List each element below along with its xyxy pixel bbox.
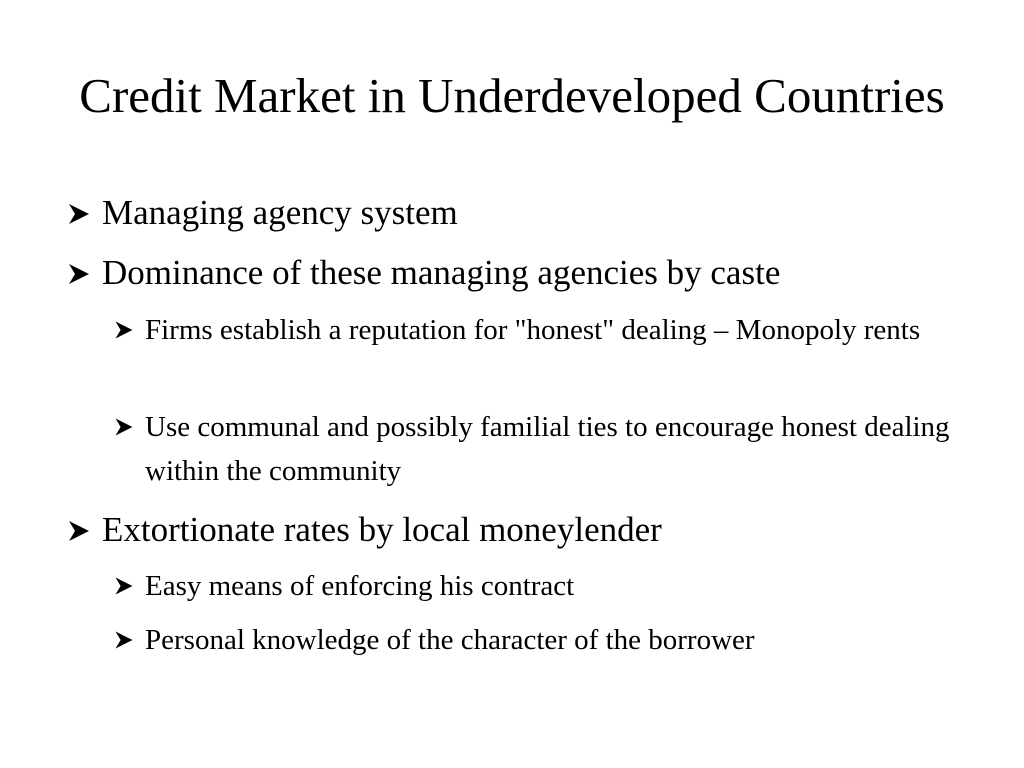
sub-bullet-item: [113, 564, 993, 608]
arrow-bullet-icon: [113, 618, 145, 651]
sub-bullet-item: [113, 405, 993, 493]
bullet-text: Easy means of enforcing his contract: [145, 570, 575, 602]
sub-bullet-item: [113, 618, 993, 662]
arrow-bullet-icon: [113, 564, 145, 597]
bullet-text: Managing agency system: [102, 193, 458, 232]
arrow-bullet-icon: [66, 252, 102, 287]
bullet-item: [66, 509, 662, 551]
bullet-item: [66, 252, 780, 294]
arrow-bullet-icon: [66, 509, 102, 544]
arrow-bullet-icon: [113, 405, 145, 438]
slide-title: Credit Market in Underdeveloped Countries: [79, 68, 945, 123]
arrow-bullet-icon: [66, 192, 102, 227]
bullet-text: Use communal and possibly familial ties to encourage honest dealing within the community: [145, 411, 950, 487]
bullet-text: Personal knowledge of the character of the borrower: [145, 624, 755, 656]
sub-bullet-item: [113, 308, 993, 352]
arrow-bullet-icon: [113, 308, 145, 341]
bullet-text: Dominance of these managing agencies by caste: [102, 253, 781, 292]
bullet-text: Extortionate rates by local moneylender: [102, 510, 662, 549]
bullet-item: [66, 192, 458, 234]
bullet-text: Firms establish a reputation for "honest" dealing – Monopoly rents: [145, 314, 921, 346]
